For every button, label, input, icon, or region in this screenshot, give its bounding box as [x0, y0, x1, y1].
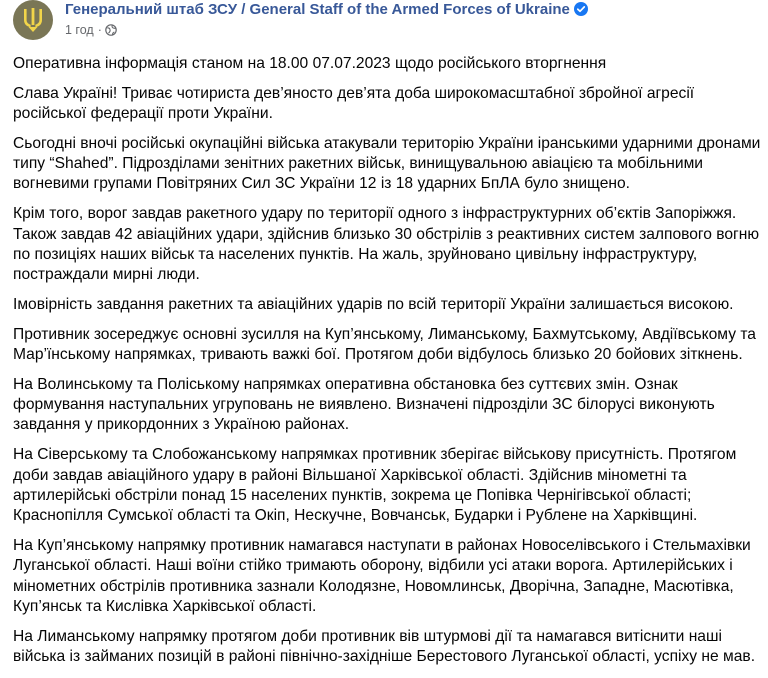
- trident-emblem-icon: [13, 0, 53, 40]
- post-paragraph: На Лиманському напрямку протягом доби противник вів штурмові дії та намагався витіснити наші війська із займаних позицій в районі північно-західніше Берестового Луганської області, успіху не мав.: [13, 627, 756, 665]
- page-name[interactable]: Генеральний штаб ЗСУ / General Staff of the Armed Forces of Ukraine: [65, 1, 570, 18]
- post-timestamp[interactable]: 1 год: [65, 23, 94, 37]
- post-paragraph-heading: Оперативна інформація станом на 18.00 07.07.2023 щодо російського вторгнення: [13, 55, 607, 72]
- verified-badge-icon: [574, 2, 588, 16]
- post-header: [13, 0, 763, 44]
- avatar[interactable]: [13, 0, 53, 40]
- post-meta: [65, 22, 117, 38]
- globe-icon[interactable]: [105, 24, 117, 36]
- post-paragraph: Сьогодні вночі російські окупаційні війська атакували територію України іранськими ударними дронами типу “Shahed”. Підрозділами зенітних ракетних військ, винищувальною авіацією та мобільними вогневими групами Повітряних Сил ЗС України 12 із 18 ударних БпЛА було знищено.: [13, 134, 761, 193]
- post-paragraph: На Волинському та Поліському напрямках оперативна обстановка без суттєвих змін. Ознак формування наступальних угруповань не виявлено. Визначені підрозділи ЗС білорусі виконують завдання у прикордонних з Україною районах.: [13, 375, 715, 434]
- post-paragraph: Противник зосереджує основні зусилля на Куп’янському, Лиманському, Бахмутському, Авдіївському та Мар’їнському напрямках, тривають важкі бої. Протягом доби відбулось близько 20 бойових зіткнень.: [13, 325, 756, 364]
- post-text: [13, 54, 765, 677]
- meta-separator: ·: [97, 23, 102, 37]
- post-paragraph: На Куп’янському напрямку противник намагався наступати в районах Новоселівського і Стельмахівки Луганської області. Наші воїни стійко тримають оборону, відбили усі атаки ворога. Артилерійських і мінометних обстрілів противника зазнали Колодязне, Новомлинськ, Дворічна, Западне, Масютівка, Куп’янськ та Кислівка Харківської області.: [13, 536, 751, 615]
- post-paragraph: Імовірність завдання ракетних та авіаційних ударів по всій території України залишається високою.: [13, 295, 734, 313]
- post-paragraph: Крім того, ворог завдав ракетного удару по території одного з інфраструктурних об’єктів Запоріжжя. Також завдав 42 авіаційних удари, здійснив близько 30 обстрілів з реактивних систем залпового вогню по позиціях наших військ та населених пунктів. На жаль, зруйновано цивільну інфраструктуру, постраждали мирні люди.: [13, 205, 760, 284]
- page-name-link[interactable]: [65, 0, 588, 19]
- post-paragraph: Слава Україні! Триває чотириста дев’яносто дев’ята доба широкомасштабної збройної агресії російської федерації проти України.: [13, 84, 695, 123]
- post-paragraph: На Сіверському та Слобожанському напрямках противник зберігає військову присутність. Протягом доби завдав авіаційного удару в районі Вільшаної Харківської області. Здійснив мінометні та артилерійські обстріли понад 15 населених пунктів, зокрема це Попівка Чернігівської області; Краснопілля Сумської області та Окіп, Нескучне, Вовчанськ, Бударки і Рублене на Харківщині.: [13, 446, 737, 525]
